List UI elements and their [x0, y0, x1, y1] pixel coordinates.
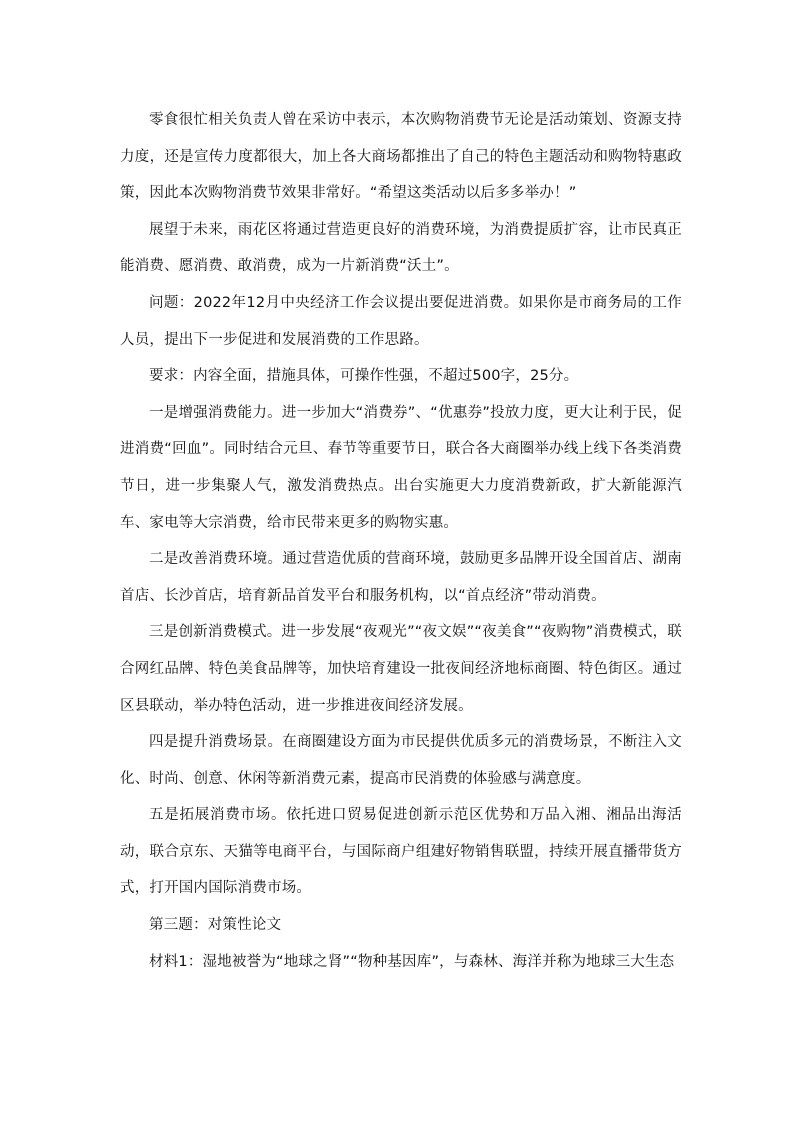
paragraph-point-one: 一是增强消费能力。进一步加大“消费券”、“优惠券”投放力度，更大让利于民，促进消费“回血”。同时结合元旦、春节等重要节日，联合各大商圈举办线上线下各类消费节日，进一步集聚人气，激发消费热点。出台实施更大力度消费新政，扩大新能源汽车、家电等大宗消费，给市民带来更多的购物实惠。 — [120, 404, 682, 531]
paragraph-point-two: 二是改善消费环境。通过营造优质的营商环境，鼓励更多品牌开设全国首店、湖南首店、长沙首店，培育新品首发平台和服务机构，以“首点经济”带动消费。 — [120, 551, 682, 604]
paragraph-requirements: 要求：内容全面，措施具体，可操作性强，不超过500字，25分。 — [149, 368, 579, 385]
paragraph-point-five: 五是拓展消费市场。依托进口贸易促进创新示范区优势和万品入湘、湘品出海活动，联合京东、天猫等电商平台，与国际商户组建好物销售联盟，持续开展直播带货方式，打开国内国际消费市场。 — [120, 807, 682, 897]
paragraph-point-three: 三是创新消费模式。进一步发展“夜观光”“夜文娱”“夜美食”“夜购物”消费模式，联合网红品牌、特色美食品牌等，加快培育建设一批夜间经济地标商圈、特色街区。通过区县联动，举办特色活动，进一步推进夜间经济发展。 — [120, 624, 682, 714]
paragraph-question: 问题：2022年12月中央经济工作会议提出要促进消费。如果你是市商务局的工作人员，提出下一步促进和发展消费的工作思路。 — [120, 294, 682, 348]
paragraph-interview-quote: 零食很忙相关负责人曾在采访中表示，本次购物消费节无论是活动策划、资源支持力度，还是宣传力度都很大，加上各大商场都推出了自己的特色主题活动和购物特惠政策，因此本次购物消费节效果非常好。“希望这类活动以后多多举办！” — [120, 112, 682, 202]
paragraph-outlook: 展望于未来，雨花区将通过营造更良好的消费环境，为消费提质扩容，让市民真正能消费、愿消费、敢消费，成为一片新消费“沃土”。 — [120, 221, 682, 275]
paragraph-point-four: 四是提升消费场景。在商圈建设方面为市民提供优质多元的消费场景，不断注入文化、时尚、创意、休闲等新消费元素，提高市民消费的体验感与满意度。 — [120, 734, 682, 787]
paragraph-material-one: 材料1：湿地被誉为“地球之肾”“物种基因库”，与森林、海洋并称为地球三大生态 — [149, 953, 675, 970]
section-heading-question-three: 第三题：对策性论文 — [149, 917, 282, 934]
document-body — [120, 102, 682, 980]
